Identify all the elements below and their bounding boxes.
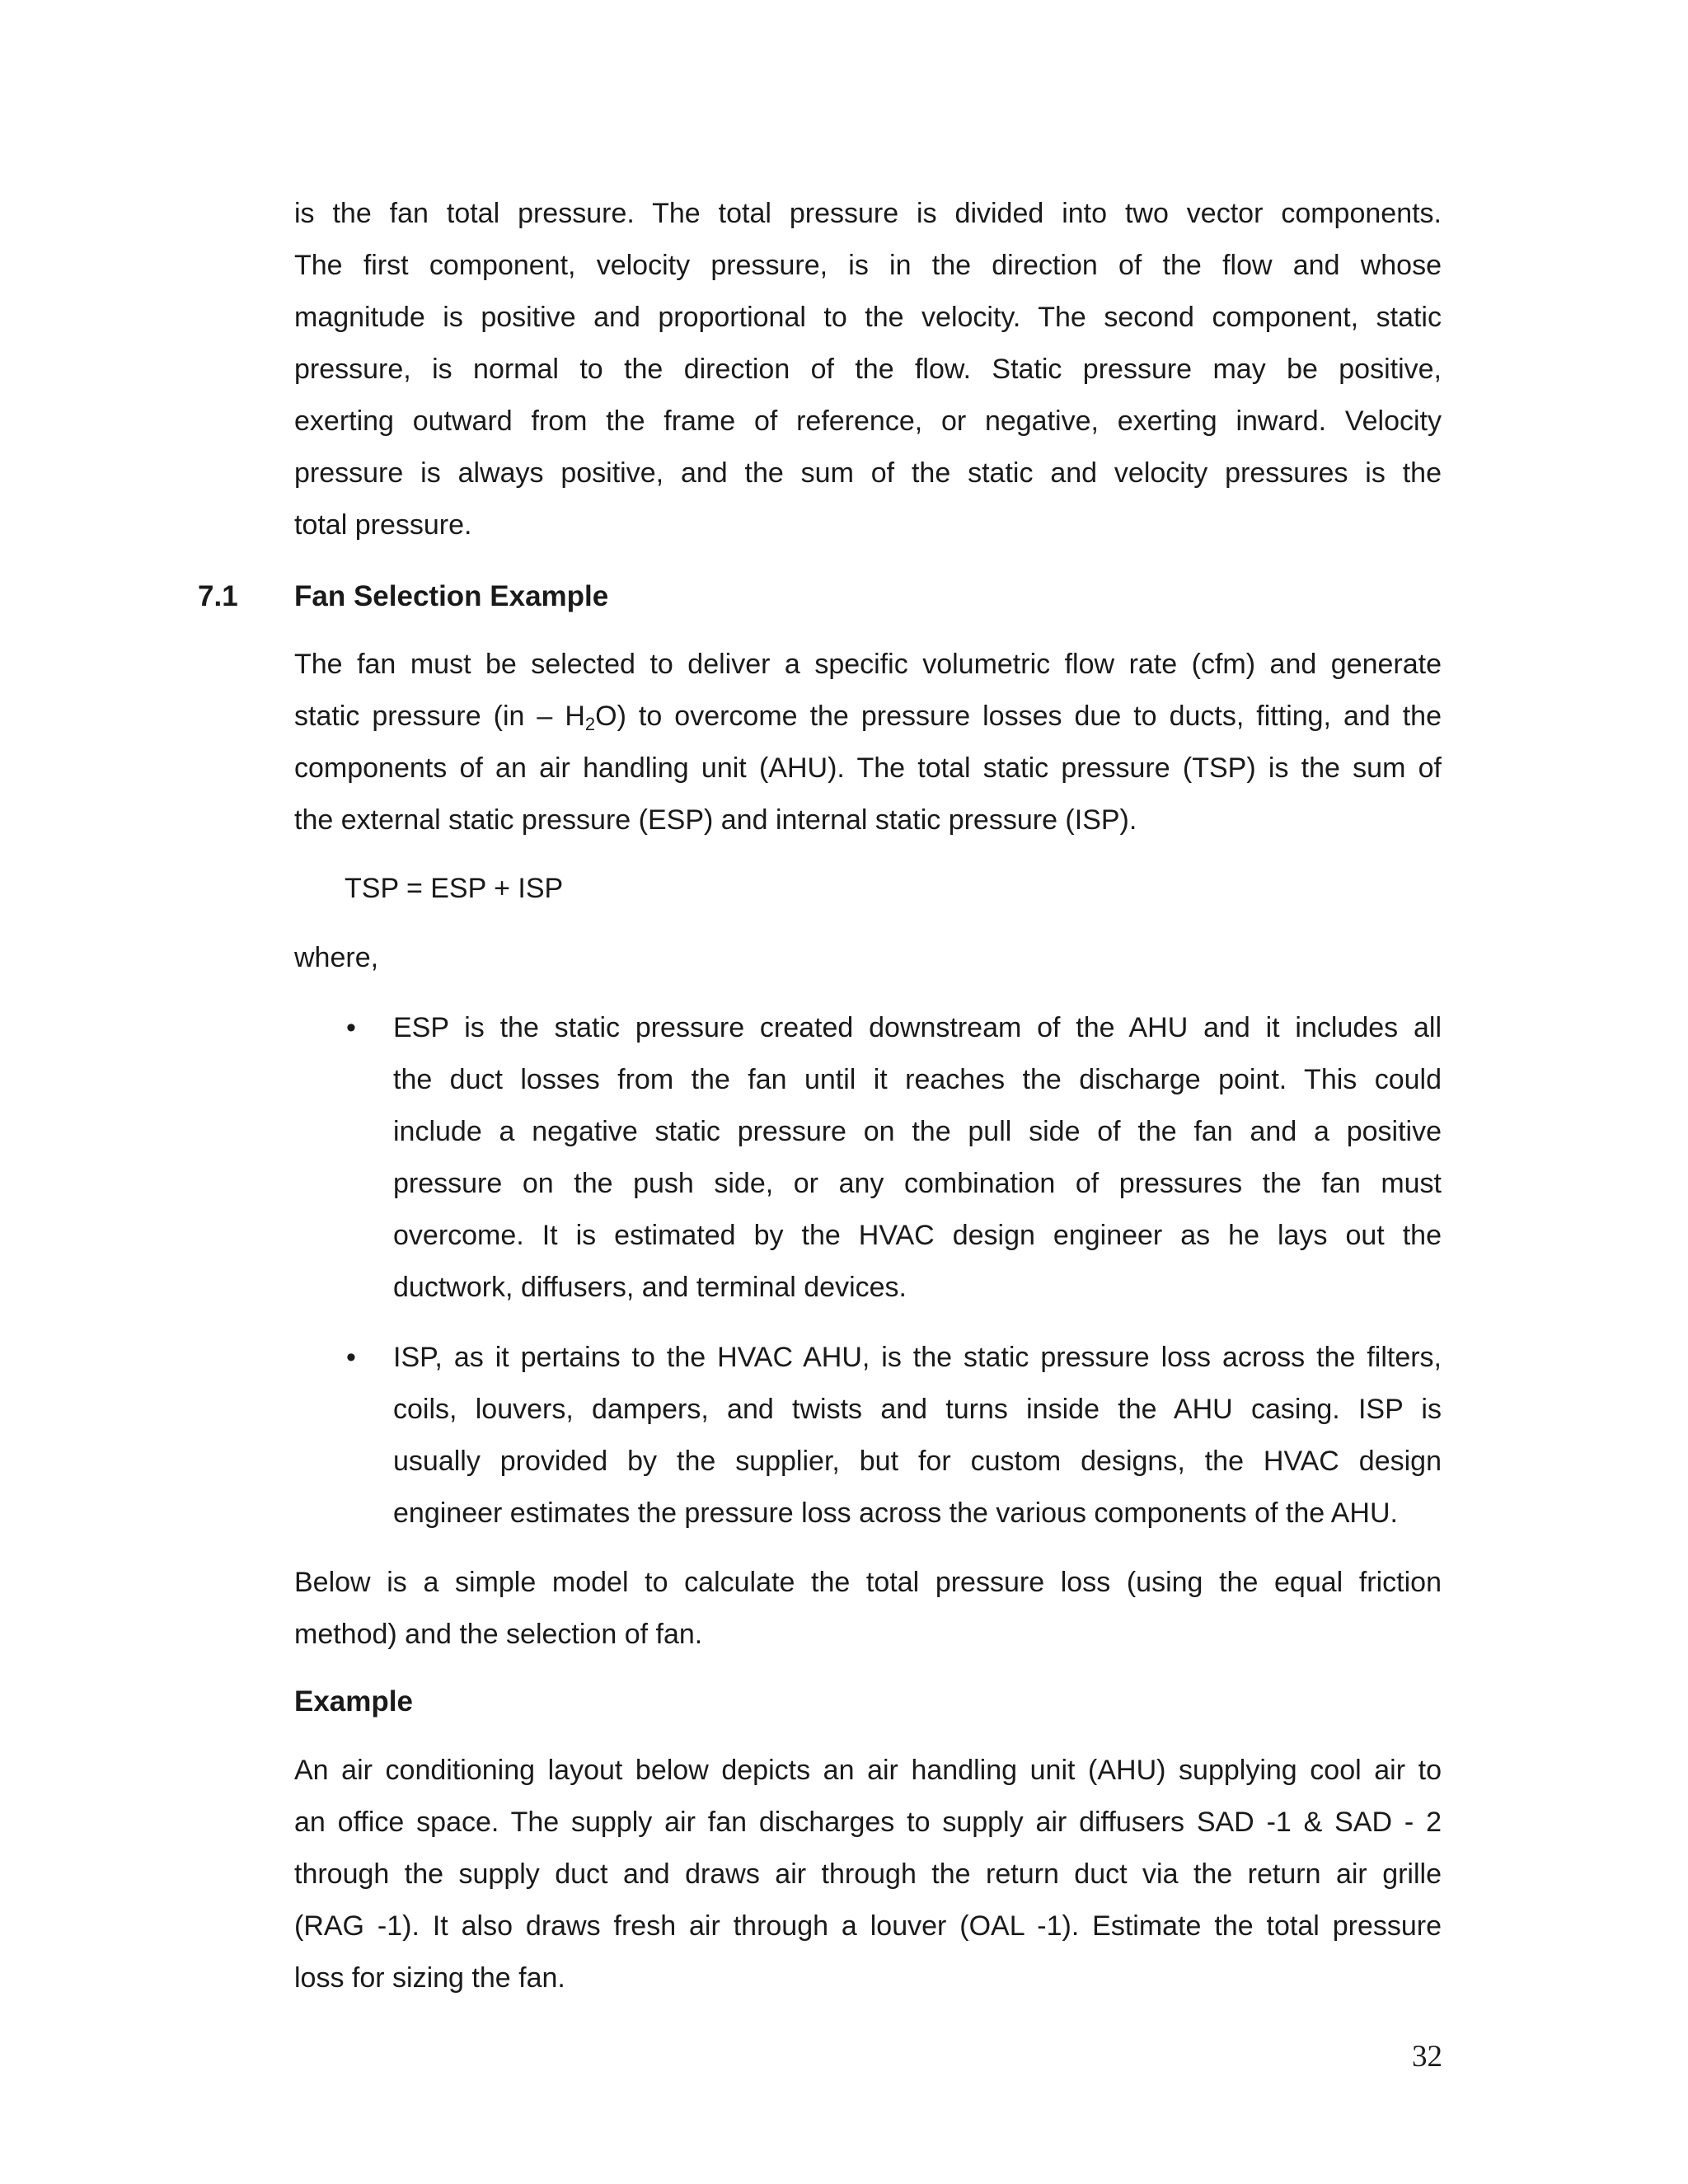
example-paragraph [294, 1745, 1442, 2004]
text-line: pressure, is normal to the direction of the flow. Static pressure may be positive, [294, 354, 1442, 385]
example-heading: Example [294, 1685, 413, 1718]
text-line: through the supply duct and draws air through the return duct via the return air grille [294, 1858, 1442, 1890]
page-number: 32 [1412, 2040, 1442, 2074]
text-line: ESP is the static pressure created downstream of the AHU and it includes all [393, 1012, 1442, 1043]
text-line: an office space. The supply air fan discharges to supply air diffusers SAD -1 & SAD - 2 [294, 1807, 1442, 1838]
text-line: The first component, velocity pressure, is in the direction of the flow and whose [294, 250, 1442, 281]
text-line: the duct losses from the fan until it reaches the discharge point. This could [393, 1064, 1442, 1095]
text-line: the external static pressure (ESP) and internal static pressure (ISP). [294, 804, 1137, 836]
text-line: total pressure. [294, 509, 472, 541]
text-line: ISP, as it pertains to the HVAC AHU, is the static pressure loss across the filters, [393, 1342, 1442, 1373]
text-line: usually provided by the supplier, but for custom designs, the HVAC design [393, 1446, 1442, 1477]
text-line: exerting outward from the frame of reference, or negative, exerting inward. Velocity [294, 405, 1442, 437]
fan-selection-paragraph [294, 639, 1442, 846]
equation: TSP = ESP + ISP [345, 873, 564, 904]
bullet-icon: • [346, 1342, 356, 1373]
text-line: is the fan total pressure. The total pressure is divided into two vector components. [294, 198, 1442, 229]
text-line: (RAG -1). It also draws fresh air through a louver (OAL -1). Estimate the total pressure [294, 1910, 1442, 1942]
bullet-isp [393, 1332, 1442, 1540]
text-line: magnitude is positive and proportional to the velocity. The second component, static [294, 302, 1442, 333]
text-line: pressure is always positive, and the sum of the static and velocity pressures is the [294, 457, 1442, 489]
text-line: pressure on the push side, or any combination of pressures the fan must [393, 1168, 1442, 1199]
bullet-icon: • [346, 1012, 356, 1043]
bullet-esp [393, 1002, 1442, 1314]
text-line: loss for sizing the fan. [294, 1962, 565, 1994]
text-line: overcome. It is estimated by the HVAC design engineer as he lays out the [393, 1220, 1442, 1251]
section-title: Fan Selection Example [294, 580, 609, 612]
section-number: 7.1 [198, 580, 238, 612]
text-line: Below is a simple model to calculate the total pressure loss (using the equal friction [294, 1567, 1442, 1598]
text-line: engineer estimates the pressure loss across the various components of the AHU. [393, 1497, 1398, 1529]
text-line: An air conditioning layout below depicts an air handling unit (AHU) supplying cool air to [294, 1755, 1442, 1786]
text-line: include a negative static pressure on the pull side of the fan and a positive [393, 1116, 1442, 1147]
text-fragment: O) to overcome the pressure losses due to ducts, fitting, and the [595, 701, 1442, 732]
text-line: The fan must be selected to deliver a specific volumetric flow rate (cfm) and generate [294, 649, 1442, 680]
model-paragraph [294, 1557, 1442, 1661]
text-line: coils, louvers, dampers, and twists and turns inside the AHU casing. ISP is [393, 1394, 1442, 1425]
subscript: 2 [584, 714, 596, 734]
text-line: ductwork, diffusers, and terminal devices. [393, 1272, 907, 1303]
intro-paragraph [294, 188, 1442, 551]
text-line [294, 691, 1442, 743]
text-fragment: static pressure (in – H [294, 701, 585, 732]
where-label: where, [294, 942, 379, 973]
text-line: components of an air handling unit (AHU). The total static pressure (TSP) is the sum of [294, 752, 1442, 784]
text-line: method) and the selection of fan. [294, 1619, 703, 1650]
